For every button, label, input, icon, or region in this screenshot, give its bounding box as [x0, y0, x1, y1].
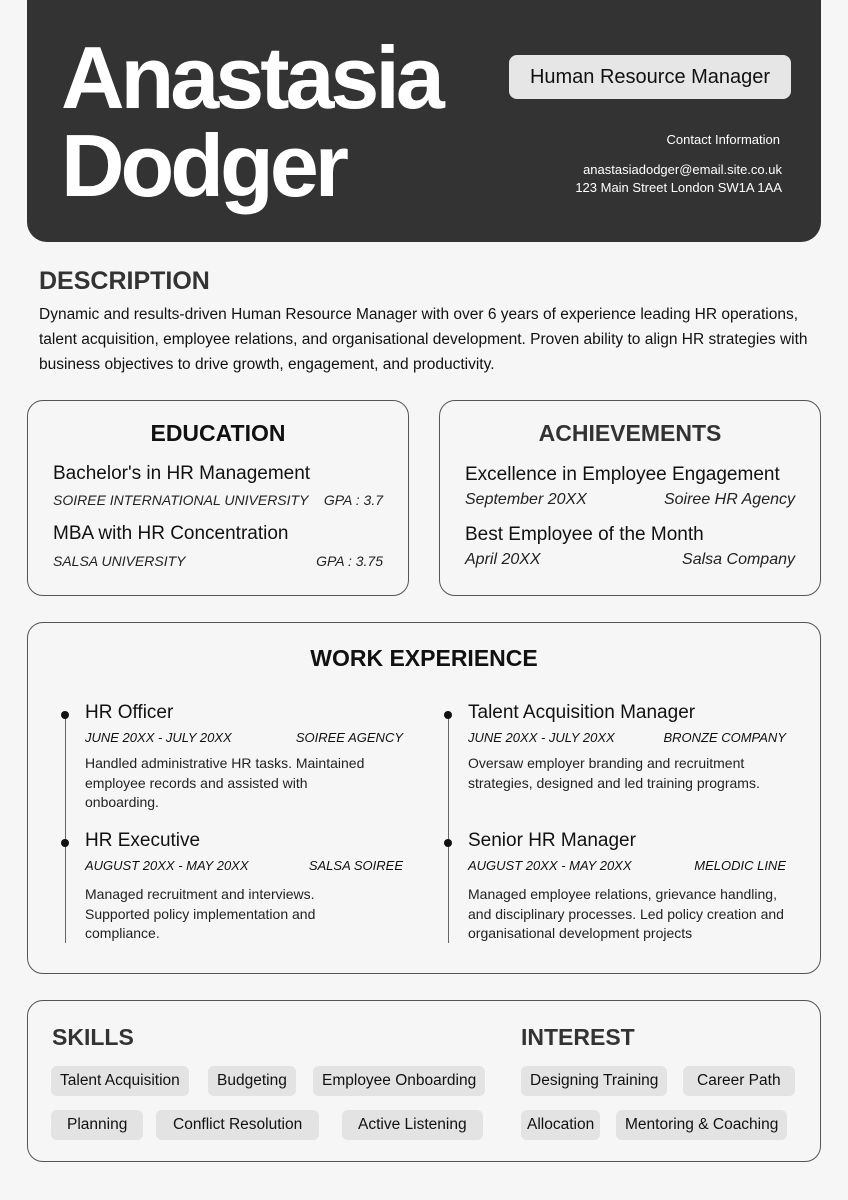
- interest-chip: Career Path: [683, 1066, 795, 1096]
- achievement-name: Excellence in Employee Engagement: [465, 464, 780, 485]
- description-title: DESCRIPTION: [39, 267, 210, 295]
- achievement-name: Best Employee of the Month: [465, 524, 704, 545]
- first-name: Anastasia: [61, 28, 441, 127]
- job-title: HR Executive: [85, 830, 201, 851]
- job-company: SOIREE AGENCY: [295, 730, 403, 745]
- job-company: BRONZE COMPANY: [663, 730, 786, 745]
- job-title: HR Officer: [85, 702, 174, 723]
- skills-title: SKILLS: [52, 1024, 134, 1050]
- job-title: Senior HR Manager: [468, 830, 636, 851]
- education-degree: MBA with HR Concentration: [53, 523, 289, 544]
- job-meta: [85, 858, 403, 873]
- contact-title: Contact Information: [666, 132, 780, 147]
- last-name: Dodger: [61, 116, 345, 215]
- education-school: SALSA UNIVERSITY: [53, 553, 186, 569]
- job-dates: AUGUST 20XX - MAY 20XX: [468, 858, 632, 873]
- education-gpa: GPA : 3.75: [316, 553, 383, 569]
- achievement-org: Salsa Company: [682, 551, 795, 568]
- education-card: [27, 400, 409, 596]
- education-school-row: [53, 492, 383, 508]
- job-dates: JUNE 20XX - JULY 20XX: [85, 730, 232, 745]
- achievement-date: September 20XX: [465, 491, 587, 508]
- job-company: MELODIC LINE: [694, 858, 786, 873]
- contact-address: 123 Main Street London SW1A 1AA: [575, 180, 782, 195]
- timeline-line: [448, 715, 449, 943]
- timeline-dot: [61, 711, 69, 719]
- job-description: Handled administrative HR tasks. Maintained employee records and assisted with onboarding.: [85, 755, 365, 810]
- contact-email: anastasiadodger@email.site.co.uk: [583, 162, 782, 177]
- skill-chip: Planning: [51, 1110, 143, 1140]
- education-school-row: [53, 553, 383, 569]
- skill-chip: Conflict Resolution: [156, 1110, 319, 1140]
- interest-chip: Mentoring & Coaching: [616, 1110, 787, 1140]
- skill-chip: Active Listening: [342, 1110, 483, 1140]
- skill-chip: Employee Onboarding: [313, 1066, 485, 1096]
- achievement-date: April 20XX: [465, 551, 541, 568]
- timeline-line: [65, 715, 66, 943]
- job-description: Oversaw employer branding and recruitment strategies, designed and led training programs.: [468, 755, 760, 791]
- achievement-org: Soiree HR Agency: [663, 491, 795, 508]
- job-meta: [468, 858, 786, 873]
- education-gpa: GPA : 3.7: [323, 492, 383, 508]
- skills-interest-card: [27, 1000, 821, 1162]
- job-dates: JUNE 20XX - JULY 20XX: [468, 730, 615, 745]
- full-name: [61, 28, 441, 215]
- job-title-badge: Human Resource Manager: [509, 55, 791, 99]
- timeline-dot: [444, 711, 452, 719]
- interest-title: INTEREST: [521, 1024, 635, 1050]
- interest-chip: Allocation: [521, 1110, 600, 1140]
- interest-chip: Designing Training: [521, 1066, 667, 1096]
- skill-chip: Talent Acquisition: [51, 1066, 189, 1096]
- achievements-card: [439, 400, 821, 596]
- education-title: EDUCATION: [150, 420, 286, 446]
- work-experience-card: [27, 622, 821, 974]
- skill-chip: Budgeting: [208, 1066, 296, 1096]
- resume-header: [27, 0, 821, 242]
- job-company: SALSA SOIREE: [308, 858, 403, 873]
- timeline-dot: [61, 839, 69, 847]
- job-meta: [85, 730, 403, 745]
- job-title: Talent Acquisition Manager: [468, 702, 696, 723]
- job-description: Managed recruitment and interviews. Supported policy implementation and compliance.: [85, 886, 316, 941]
- achievement-meta-row: [465, 491, 795, 509]
- work-experience-title: WORK EXPERIENCE: [310, 645, 538, 671]
- job-meta: [468, 730, 786, 745]
- education-degree: Bachelor's in HR Management: [53, 463, 311, 484]
- timeline-dot: [444, 839, 452, 847]
- education-school: SOIREE INTERNATIONAL UNIVERSITY: [53, 492, 309, 508]
- achievement-meta-row: [465, 551, 795, 569]
- job-dates: AUGUST 20XX - MAY 20XX: [85, 858, 249, 873]
- achievements-title: ACHIEVEMENTS: [538, 420, 722, 446]
- job-description: Managed employee relations, grievance handling, and disciplinary processes. Led policy creation and organisational development projects: [468, 886, 784, 941]
- description-text: Dynamic and results-driven Human Resource Manager with over 6 years of experience leading HR operations, talent acquisition, employee relations, and organisational development. Proven ability to align HR strategies with business objectives to drive growth, engagement, and productivity.: [39, 306, 808, 373]
